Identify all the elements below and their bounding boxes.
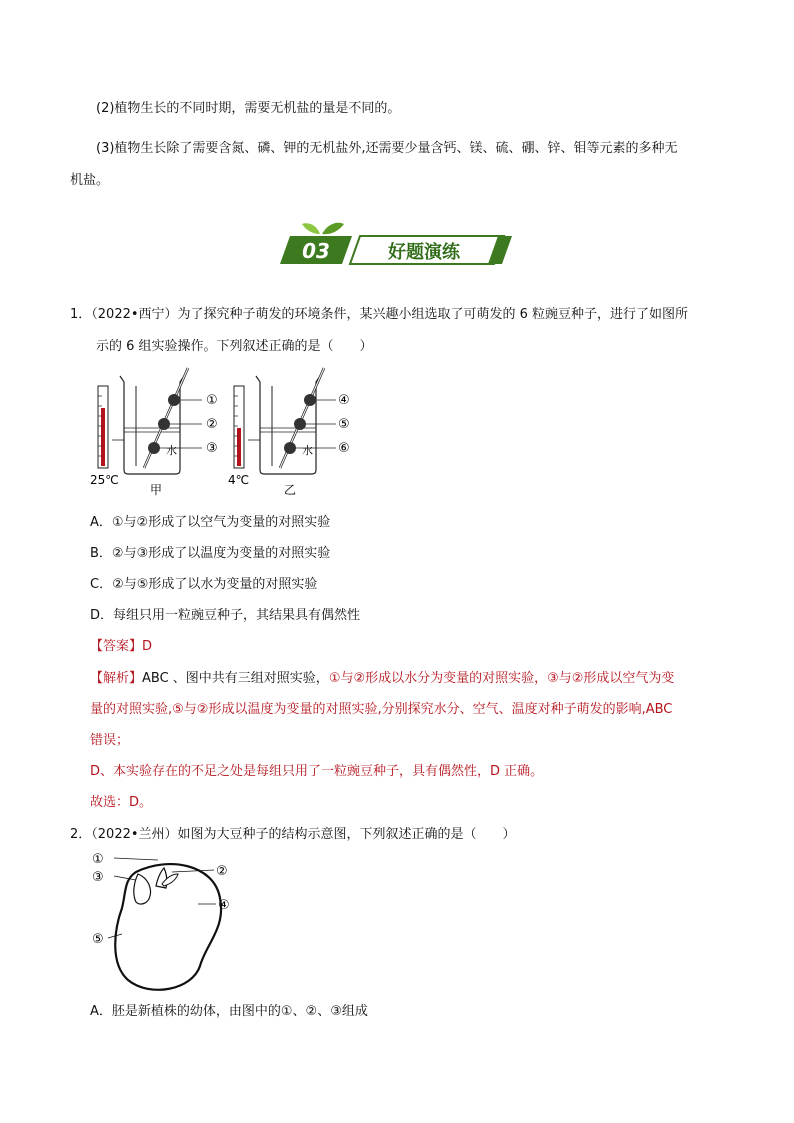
q1-answer xyxy=(90,638,152,656)
q1-option-a: A．①与②形成了以空气为变量的对照实验 xyxy=(90,515,331,530)
analysis-text-b: ①与②形成以水分为变量的对照实验，③与②形成以空气为变 xyxy=(328,671,675,686)
q1-conclusion: 故选：D。 xyxy=(90,795,153,810)
temp-left-label: 25℃ xyxy=(90,473,119,487)
leaf-icon xyxy=(302,223,344,234)
analysis-label: 【解析】 xyxy=(90,671,143,686)
figure-label-left: 甲 xyxy=(150,483,163,497)
mark-6: ⑥ xyxy=(338,441,350,456)
seed-4 xyxy=(304,394,316,406)
q2-mark-2: ② xyxy=(216,864,228,879)
q1-analysis-line-4: D、本实验存在的不足之处是每组只用了一粒豌豆种子，具有偶然性，D 正确。 xyxy=(90,764,544,779)
section-title: 好题演练 xyxy=(388,242,460,263)
analysis-text-a: ABC 、图中共有三组对照实验， xyxy=(142,671,329,686)
thermometer-left xyxy=(98,386,108,468)
q2-option-a: A．胚是新植株的幼体，由图中的①、②、③组成 xyxy=(90,1004,368,1019)
q1-analysis-line-2: 量的对照实验,⑤与②形成以温度为变量的对照实验,分别探究水分、空气、温度对种子萌发的影响,ABC xyxy=(90,702,673,717)
section-badge-graphic xyxy=(280,220,512,270)
answer-label: 【答案】 xyxy=(90,639,143,654)
q2-mark-5: ⑤ xyxy=(92,932,104,947)
section-number: 03 xyxy=(302,239,330,263)
section-badge xyxy=(280,220,512,270)
figure-label-right: 乙 xyxy=(284,483,297,497)
seed-5 xyxy=(294,418,306,430)
soybean-seed xyxy=(115,864,221,990)
q2-figure xyxy=(88,848,258,998)
q1-analysis-line-1 xyxy=(90,670,674,688)
mark-3: ③ xyxy=(206,441,218,456)
q1-stem: 1．（2022•西宁）为了探究种子萌发的环境条件，某兴趣小组选取了可萌发的 6 粒豌豆种子，进行了如图所 xyxy=(70,307,689,322)
answer-value: D xyxy=(142,639,153,654)
seed-2 xyxy=(158,418,170,430)
q2-stem: 2．（2022•兰州）如图为大豆种子的结构示意图，下列叙述正确的是（ ） xyxy=(70,827,516,842)
mark-5: ⑤ xyxy=(338,417,350,432)
q1-option-c: C．②与⑤形成了以水为变量的对照实验 xyxy=(90,577,318,592)
temp-right-label: 4℃ xyxy=(228,473,250,487)
seed-3 xyxy=(148,442,160,454)
q1-stem-cont: 示的 6 组实验操作。下列叙述正确的是（ ） xyxy=(96,339,373,354)
seed-1 xyxy=(168,394,180,406)
intro-line-3-cont: 机盐。 xyxy=(70,173,110,188)
q2-mark-3: ③ xyxy=(92,870,104,885)
water-left-label: 水 xyxy=(166,444,177,457)
q2-mark-4: ④ xyxy=(218,898,230,913)
beaker-right xyxy=(248,368,336,474)
mark-4: ④ xyxy=(338,393,350,408)
mark-1: ① xyxy=(206,393,218,408)
beaker-left xyxy=(112,368,202,474)
q2-mark-1: ① xyxy=(92,852,104,867)
intro-line-3: (3)植物生长除了需要含氮、磷、钾的无机盐外,还需要少量含钙、镁、硫、硼、锌、钼等元素的多种无 xyxy=(96,141,678,156)
seed-6 xyxy=(284,442,296,454)
q1-option-d: D．每组只用一粒豌豆种子，其结果具有偶然性 xyxy=(90,608,361,623)
intro-line-2: (2)植物生长的不同时期，需要无机盐的量是不同的。 xyxy=(96,101,401,116)
thermometer-right xyxy=(234,386,244,468)
mark-2: ② xyxy=(206,417,218,432)
q1-figure xyxy=(84,362,364,502)
q1-option-b: B．②与③形成了以温度为变量的对照实验 xyxy=(90,546,331,561)
water-right-label: 水 xyxy=(302,444,313,457)
q1-analysis-line-3: 错误； xyxy=(90,733,130,748)
